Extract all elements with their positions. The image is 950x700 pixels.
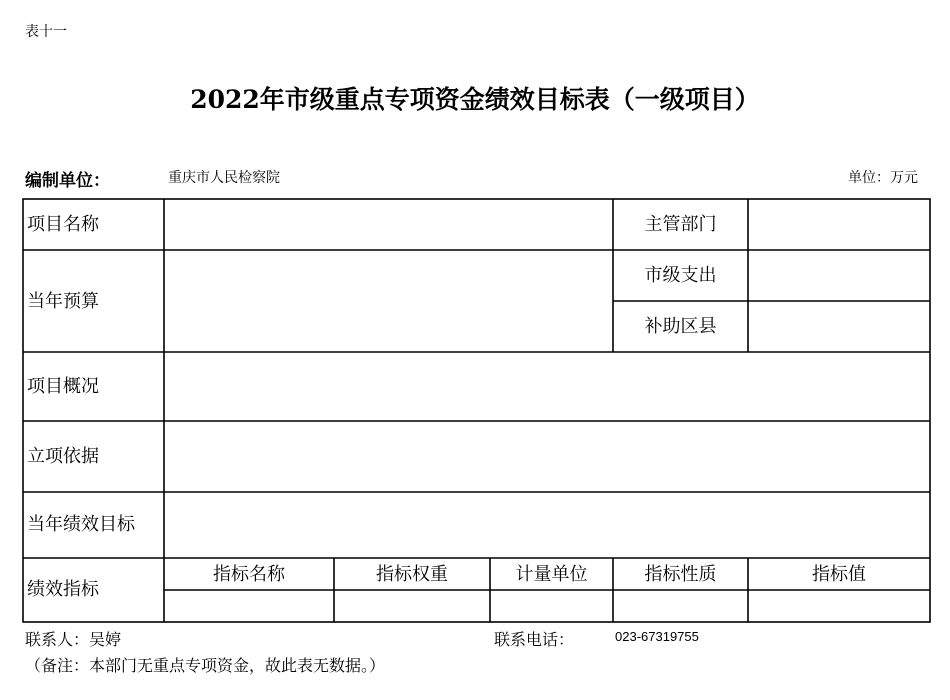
- department-label: 主管部门: [644, 214, 717, 235]
- phone-label: 联系电话：: [494, 630, 575, 649]
- org-value: 重庆市人民检察院: [168, 170, 280, 186]
- budget-label: 当年预算: [27, 291, 99, 312]
- table-number: 表十一: [25, 24, 67, 40]
- column-header-measure-unit: 计量单位: [515, 564, 588, 585]
- org-label: 编制单位：: [25, 171, 110, 191]
- column-header-indicator-value: 指标值: [812, 564, 866, 585]
- unit-label: 单位：万元: [848, 170, 918, 186]
- annual-goal-label: 当年绩效目标: [27, 514, 135, 535]
- city-expense-label: 市级支出: [644, 265, 717, 286]
- basis-label: 立项依据: [27, 446, 99, 467]
- column-header-indicator-name: 指标名称: [213, 564, 285, 585]
- indicator-label: 绩效指标: [27, 579, 99, 600]
- subsidy-label: 补助区县: [644, 316, 717, 337]
- phone-value: 023-67319755: [615, 629, 699, 644]
- project-name-label: 项目名称: [27, 214, 99, 235]
- overview-label: 项目概况: [27, 376, 99, 397]
- page-title: 2022年市级重点专项资金绩效目标表（一级项目）: [190, 85, 760, 114]
- contact-person: 联系人：吴婷: [25, 630, 122, 649]
- column-header-indicator-nature: 指标性质: [644, 564, 717, 585]
- note-text: （备注：本部门无重点专项资金，故此表无数据。）: [25, 656, 386, 675]
- column-header-indicator-weight: 指标权重: [376, 564, 448, 585]
